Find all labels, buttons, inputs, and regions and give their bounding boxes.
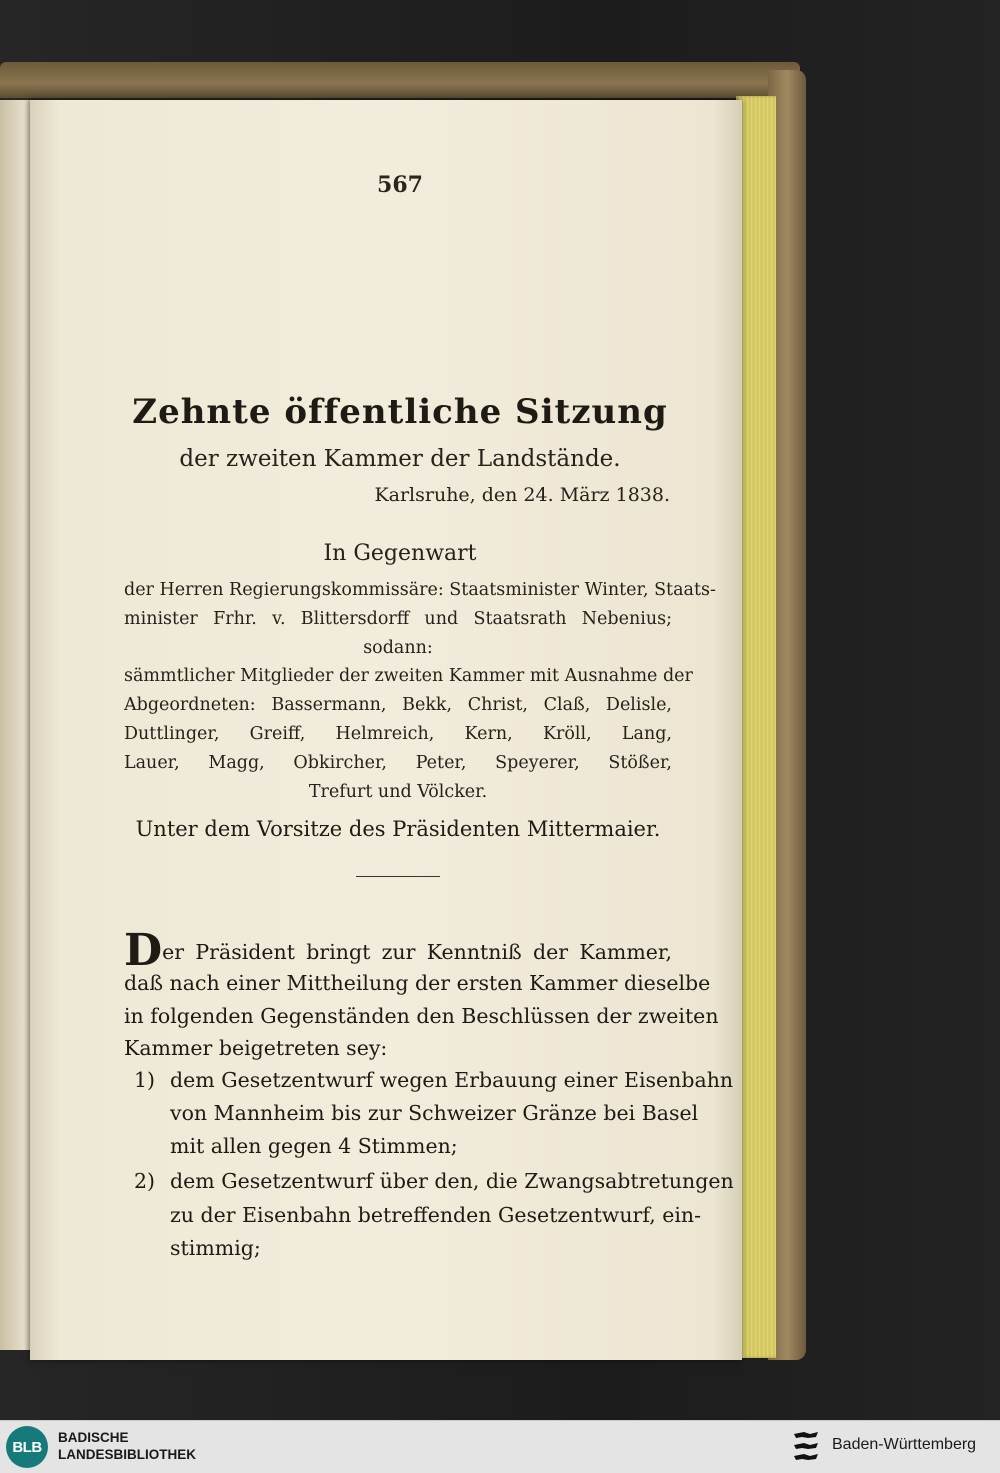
gilt-page-edges [736, 96, 776, 1358]
body-line [124, 925, 672, 976]
presence-line: Abgeordneten: Bassermann, Bekk, Christ, Claß, Delisle, [124, 695, 672, 715]
body-line-text: er Präsident bringt zur Kenntniß der Kammer, [162, 940, 672, 964]
state-name[interactable]: Baden-Württemberg [832, 1436, 977, 1453]
list-item-line: mit allen gegen 4 Stimmen; [170, 1134, 458, 1158]
list-item-line: zu der Eisenbahn betreffenden Gesetzentwurf, ein- [170, 1203, 702, 1227]
list-item-line: von Mannheim bis zur Schweizer Gränze bei Basel [170, 1101, 699, 1125]
presence-line: der Herren Regierungskommissäre: Staatsminister Winter, Staats- [124, 580, 716, 600]
page-number: 567 [377, 172, 423, 198]
three-lions-icon [790, 1428, 822, 1466]
presence-line: Lauer, Magg, Obkircher, Peter, Speyerer, Stößer, [124, 753, 672, 773]
book-cover-top [0, 62, 800, 98]
facing-page-edge [0, 100, 34, 1350]
presence-line: minister Frhr. v. Blittersdorff und Staatsrath Nebenius; [124, 609, 672, 629]
blb-logo[interactable] [6, 1426, 48, 1468]
session-subtitle: der zweiten Kammer der Landstände. [179, 446, 621, 472]
body-line: Kammer beigetreten sey: [124, 1036, 388, 1060]
drop-cap: D [124, 925, 163, 976]
presence-line: sodann: [363, 638, 433, 658]
presence-heading: In Gegenwart [323, 541, 477, 566]
library-name-line2: LANDESBIBLIOTHEK [58, 1447, 196, 1462]
list-item-number: 1) [134, 1068, 156, 1092]
blb-logo-text: BLB [12, 1438, 42, 1456]
list-item-line: dem Gesetzentwurf über den, die Zwangsabtretungen [170, 1169, 734, 1193]
body-line: in folgenden Gegenständen den Beschlüssen der zweiten [124, 1004, 719, 1028]
viewer-footer [0, 1420, 1000, 1473]
presence-line: Duttlinger, Greiff, Helmreich, Kern, Kröll, Lang, [124, 724, 672, 744]
list-item-number: 2) [134, 1169, 156, 1193]
presence-line: sämmtlicher Mitglieder der zweiten Kammer mit Ausnahme der [124, 666, 693, 686]
library-name[interactable] [58, 1429, 278, 1463]
chair-line: Unter dem Vorsitze des Präsidenten Mittermaier. [135, 817, 661, 841]
list-item-line: dem Gesetzentwurf wegen Erbauung einer Eisenbahn [170, 1068, 734, 1092]
dateline: Karlsruhe, den 24. März 1838. [374, 484, 670, 506]
library-name-line1: BADISCHE [58, 1430, 129, 1445]
section-divider [356, 876, 440, 877]
body-line: daß nach einer Mittheilung der ersten Kammer dieselbe [124, 971, 711, 995]
presence-line: Trefurt und Völcker. [308, 782, 488, 802]
session-title: Zehnte öffentliche Sitzung [132, 392, 668, 432]
list-item-line: stimmig; [170, 1236, 261, 1260]
